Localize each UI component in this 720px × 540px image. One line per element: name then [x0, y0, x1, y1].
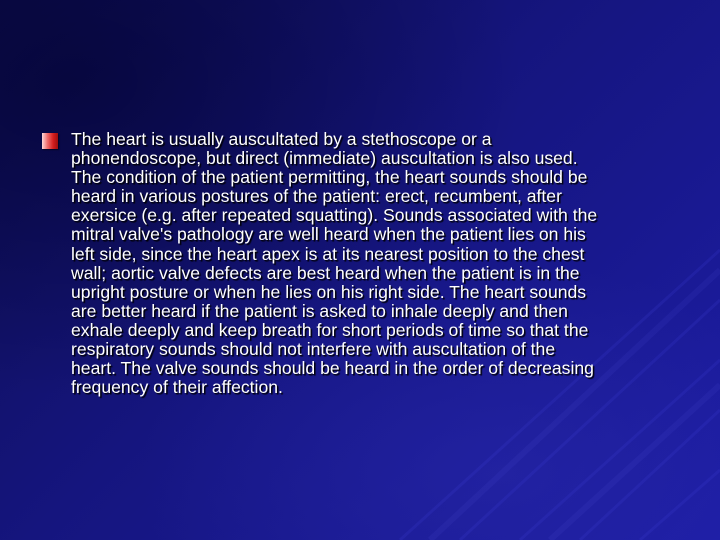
paragraph-line: phonendoscope, but direct (immediate) auscultation is also used. [71, 148, 578, 169]
paragraph-line: exersice (e.g. after repeated squatting). Sounds associated with the [71, 205, 598, 226]
paragraph-line: respiratory sounds should not interfere with auscultation of the [71, 339, 556, 360]
paragraph-line: wall; aortic valve defects are best heard when the patient is in the [71, 262, 580, 283]
bullet-paragraph [71, 130, 682, 397]
red-square-bullet-icon [42, 133, 58, 149]
bullet-point [42, 130, 682, 397]
paragraph-line: upright posture or when he lies on his right side. The heart sounds [71, 281, 587, 302]
paragraph-line: exhale deeply and keep breath for short periods of time so that the [71, 319, 589, 340]
paragraph-line: heart. The valve sounds should be heard in the order of decreasing [71, 358, 594, 379]
paragraph-line: mitral valve's pathology are well heard when the patient lies on his [71, 224, 586, 245]
paragraph-line: heard in various postures of the patient: erect, recumbent, after [71, 186, 562, 207]
paragraph-line: frequency of their affection. [71, 377, 283, 398]
paragraph-line: The heart is usually auscultated by a stethoscope or a [71, 129, 492, 149]
paragraph-line: are better heard if the patient is asked to inhale deeply and then [71, 300, 568, 321]
paragraph-line: left side, since the heart apex is at its nearest position to the chest [71, 243, 585, 264]
paragraph-line: The condition of the patient permitting, the heart sounds should be [71, 167, 588, 188]
